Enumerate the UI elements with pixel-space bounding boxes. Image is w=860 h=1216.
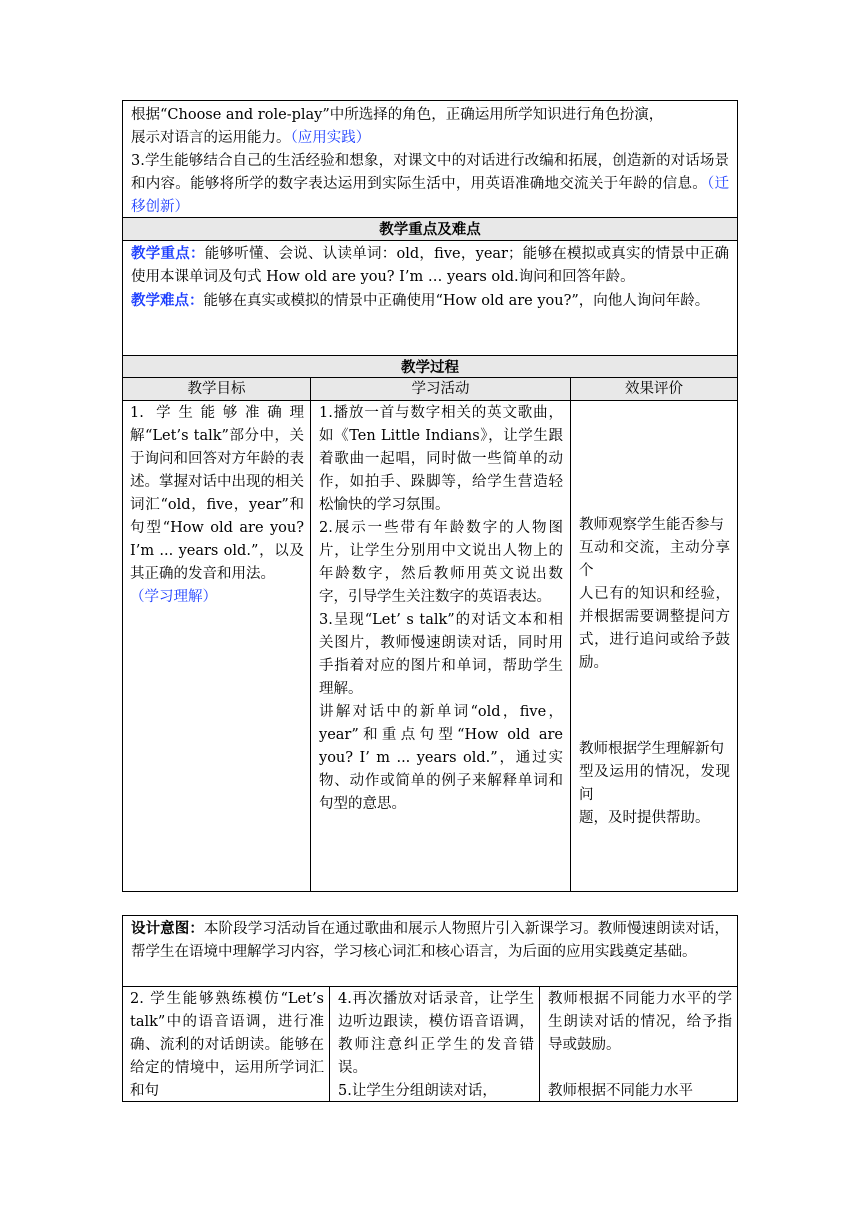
design-intent-cell	[122, 915, 738, 987]
column-header-evaluation: 效果评价	[625, 381, 683, 397]
section-title: 教学重点及难点	[379, 221, 481, 238]
evaluation-text: 教师根据不同能力水平	[548, 1083, 693, 1099]
evaluation-cell	[570, 400, 738, 892]
evaluation-cell	[539, 986, 738, 1102]
goal-cell	[122, 400, 311, 892]
activity-cell	[329, 986, 540, 1102]
objective-line: 展示对语言的运用能力。	[131, 130, 291, 146]
objective-tag: （应用实践）	[290, 130, 371, 146]
evaluation-text: 人已有的知识和经验，并根据需要调整提问方式，进行追问或给予鼓励。	[579, 586, 730, 671]
key-points-cell	[122, 240, 738, 356]
objective-tag: （迁移创新）	[131, 176, 730, 215]
goal-cell	[122, 986, 330, 1102]
activity-item: 4.再次播放对话录音，让学生边听边跟读，模仿语音语调，教师注意纠正学生的发音错误。	[338, 991, 534, 1076]
difficulty-text: 能够在真实或模拟的情景中正确使用“How old are you?”，向他人询问年龄。	[203, 293, 710, 309]
focus-label: 教学重点：	[131, 245, 205, 262]
activity-cell	[310, 400, 571, 892]
evaluation-text: 教师根据不同能力水平的学生朗读对话的情况，给予指导或鼓励。	[548, 991, 732, 1053]
activity-item: 5.让学生分组朗读对话，	[338, 1083, 497, 1099]
section-header	[122, 217, 738, 241]
evaluation-text: 教师根据学生理解新句	[579, 741, 724, 757]
activity-item: 2.展示一些带有年龄数字的人物图片，让学生分别用中文说出人物上的年龄数字，然后教师用英文说出数字，引导学生关注数字的英语表达。	[319, 520, 563, 605]
section-header	[122, 355, 738, 378]
evaluation-text: 教师观察学生能否参与	[579, 517, 724, 533]
objective-line: 根据“Choose and role-play”中所选择的角色，正确运用所学知识进行角色扮演，	[131, 107, 664, 123]
goal-text: 2. 学生能够熟练模仿“Let’s talk”中的语音语调，进行准确、流利的对话朗读。能够在给定的情境中，运用所学词汇和句	[130, 991, 324, 1099]
activity-item: 讲解对话中的新单词“old，five，year”和重点句型“How old are you? I’ m ... years old.”，通过实物、动作或简单的例子来解释单词和句型的意思。	[319, 704, 563, 812]
column-header-activity: 学习活动	[411, 381, 470, 397]
design-text: 本阶段学习活动旨在通过歌曲和展示人物照片引入新课学习。教师慢速朗读对话，帮学生在语境中理解学习内容，学习核心词汇和核心语言，为后面的应用实践奠定基础。	[131, 921, 729, 960]
objective-paragraph: 3.学生能够结合自己的生活经验和想象，对课文中的对话进行改编和拓展，创造新的对话场景和内容。能够将所学的数字表达运用到实际生活中，用英语准确地交流关于年龄的信息。	[131, 153, 729, 192]
objectives-cell	[122, 100, 738, 218]
activity-item: 1.播放一首与数字相关的英文歌曲，如《Ten Little Indians》，让学生跟着歌曲一起唱，同时做一些简单的动作，如拍手、跺脚等，给学生营造轻松愉快的学习氛围。	[319, 405, 563, 513]
evaluation-text: 题，及时提供帮助。	[579, 810, 710, 826]
goal-tag: （学习理解）	[130, 589, 217, 605]
goal-text: 1. 学生能够准确理解“Let’s talk”部分中，关于询问和回答对方年龄的表述。掌握对话中出现的相关词汇“old，five，year”和句型“How old are you? I’m ... years old.”，以及其正确的发音和用法。	[130, 405, 304, 582]
column-header	[570, 377, 738, 401]
column-header-goal: 教学目标	[187, 381, 246, 397]
evaluation-text: 型及运用的情况，发现问	[579, 764, 730, 803]
column-header	[310, 377, 571, 401]
evaluation-text: 互动和交流，主动分享个	[579, 540, 730, 579]
design-label: 设计意图：	[131, 920, 204, 937]
difficulty-label: 教学难点：	[131, 292, 204, 309]
column-header	[122, 377, 311, 401]
activity-item: 3.呈现“Let’ s talk”的对话文本和相关图片，教师慢速朗读对话，同时用手指着对应的图片和单词，帮助学生理解。	[319, 612, 563, 697]
section-title: 教学过程	[401, 359, 459, 376]
focus-text: 能够听懂、会说、认读单词：old，five，year；能够在模拟或真实的情景中正确使用本课单词及句式 How old are you? I’m … years old.询问和回答年龄。	[131, 246, 729, 285]
